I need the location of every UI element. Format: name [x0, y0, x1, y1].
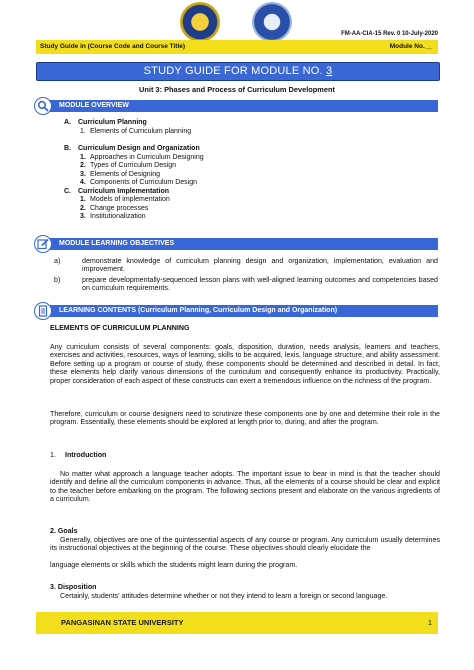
- search-icon: [34, 97, 52, 115]
- footer-bar: [36, 612, 438, 634]
- goals-text-continued: language elements or skills which the students might learn during the program.: [50, 561, 298, 569]
- learning-objectives-bar: [36, 238, 438, 250]
- paragraph-1: Any curriculum consists of several components: goals, disposition, duration, needs analysis, learners and teachers, exercises and activities, resources, ways of learning, skills to be acquired, lexis, language structure, and ability assessment. Before setting up a program or course of study, these components should be determined and described in detail. In fact, these elements help clarify various dimensions of the curriculum and consequently enhance its productivity. Practically, proper consideration of each aspect of these constructs can exert a tremendous influence on the richness of the program.: [50, 343, 440, 385]
- disposition-text: Certainly, students' attitudes determine whether or not they intend to learn a foreign or second language.: [60, 592, 388, 600]
- module-overview-heading: MODULE OVERVIEW: [59, 102, 129, 109]
- introduction-heading: Introduction: [65, 451, 107, 459]
- outline-sub: 3. Elements of Designing: [80, 170, 161, 178]
- objective-a-marker: a): [54, 257, 61, 265]
- learning-contents-heading: LEARNING CONTENTS (Curriculum Planning, Curriculum Design and Organization): [59, 307, 338, 314]
- right-seal-logo: [252, 2, 292, 42]
- paragraph-2: Therefore, curriculum or course designers need to scrutinize these components one by one and determine their role in the program. Essentially, these elements should be explored at length prior to, during, and after the program.: [50, 410, 440, 427]
- introduction-number: 1.: [50, 451, 56, 459]
- document-icon: [34, 302, 52, 320]
- pencil-icon: [34, 235, 52, 253]
- module-number-label: Module No.__: [389, 43, 432, 50]
- footer-university: PANGASINAN STATE UNIVERSITY: [61, 618, 184, 627]
- header-bar: [36, 40, 438, 54]
- module-overview-bar: [36, 100, 438, 112]
- left-seal-logo: [180, 2, 220, 42]
- goals-text: Generally, objectives are one of the quintessential aspects of any course or program. Any curriculum usually determines its instructional objectives at the beginning of the course. These objectives should clearly elucidate the: [50, 536, 440, 553]
- page-number: 1: [427, 618, 432, 627]
- objective-b-marker: b): [54, 276, 61, 284]
- module-title-bar: [36, 62, 440, 81]
- introduction-heading-row: [50, 451, 440, 459]
- outline-sub: 2. Types of Curriculum Design: [80, 162, 176, 169]
- outline-sub: 3. Institutionalization: [80, 213, 146, 220]
- outline-sub: 1. Elements of Curriculum planning: [80, 127, 192, 135]
- objective-a: [54, 257, 438, 274]
- introduction-text: No matter what approach a language teacher adopts. The important issue to bear in mind is that the teacher should identify and define all the curriculum components in advance. Thus, all the elements of a course should be clear and explicit to the teacher before embarking on the program. The following sections present and elaborate on the various ingredients of a curriculum.: [50, 470, 440, 504]
- study-guide-label: Study Guide in (Course Code and Course Title): [40, 43, 186, 50]
- unit-title: Unit 3: Phases and Process of Curriculum Development: [139, 85, 335, 94]
- objective-b: [54, 276, 438, 293]
- objective-b-text: prepare developmentally-sequenced lesson plans with well-aligned learning outcomes and competencies based on curriculum requirements.: [82, 276, 438, 293]
- outline-sub: 1. Models of implementation: [80, 196, 170, 203]
- outline-item-b: B. Curriculum Design and Organization: [64, 145, 200, 152]
- overview-outline: [64, 119, 204, 222]
- outline-sub: 1. Approaches in Curriculum Designing: [80, 153, 204, 161]
- module-title: [37, 63, 439, 80]
- form-code: FM-AA-CIA-15 Rev. 0 10-July-2020: [341, 31, 438, 37]
- learning-contents-bar: [36, 305, 438, 317]
- module-title-number: 3: [326, 65, 333, 77]
- outline-item-c: C. Curriculum Implementation: [64, 187, 170, 195]
- goals-heading: 2. Goals: [50, 527, 78, 535]
- outline-sub: 4. Components of Curriculum Design: [80, 179, 197, 186]
- elements-heading: ELEMENTS OF CURRICULUM PLANNING: [50, 324, 190, 332]
- disposition-heading: 3. Disposition: [50, 583, 97, 591]
- outline-sub: 2. Change processes: [80, 204, 149, 212]
- module-title-prefix: STUDY GUIDE FOR MODULE NO.: [143, 65, 327, 77]
- outline-item-a: A. Curriculum Planning: [64, 119, 147, 126]
- learning-objectives-heading: MODULE LEARNING OBJECTIVES: [59, 240, 175, 247]
- objective-a-text: demonstrate knowledge of curriculum planning design and organization, implementation, evaluation and improvement.: [82, 257, 438, 274]
